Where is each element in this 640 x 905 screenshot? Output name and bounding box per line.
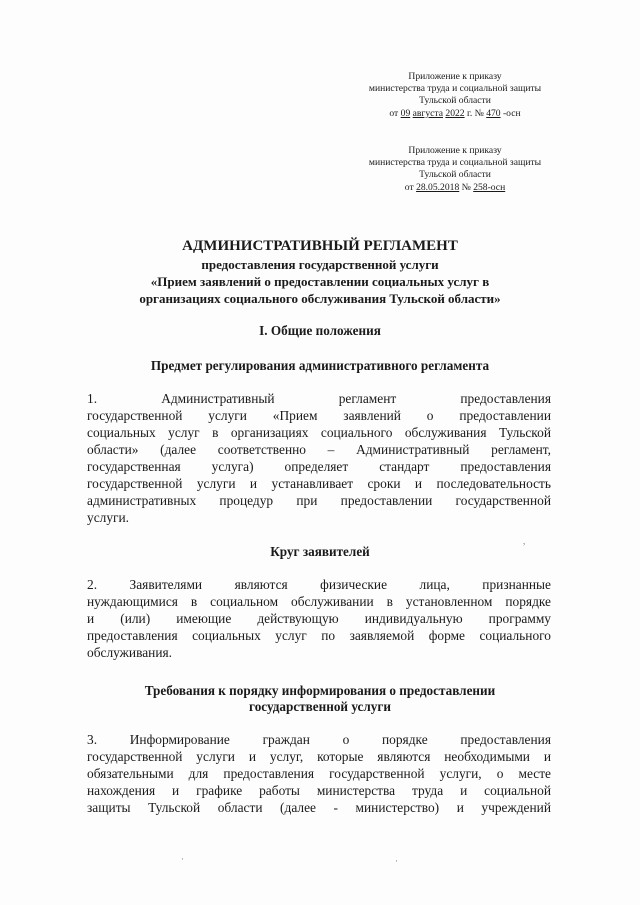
paragraph-1-line: государственной услуги и устанавливает сроки и последовательность (87, 476, 551, 491)
paragraph-3-line: обязательными для предоставления государственной услуги, о месте (87, 766, 551, 781)
requirements-heading-line: государственной услуги (249, 699, 391, 714)
scan-speck: · (395, 856, 398, 866)
scan-speck: , (523, 536, 526, 546)
subject-heading: Предмет регулирования административного регламента (150, 358, 490, 373)
annex-current-year: 2022 (445, 107, 465, 119)
paragraph-1-line: области» (далее соответственно – Административный регламент, (87, 442, 551, 457)
annex-current-month: августа (412, 107, 443, 119)
document-subtitle-line: предоставления государственной услуги (201, 257, 439, 272)
paragraph-2-line: обслуживания. (87, 645, 172, 660)
annex-previous-date-line: от 28.05.2018 № 258-осн (404, 181, 506, 193)
paragraph-2-line: и (или) имеющие действующую индивидуальную программу (87, 611, 551, 626)
annex-previous-line3: Тульской области (419, 169, 491, 181)
paragraph-3-line: государственной услуги и услуг, которые являются необходимыми и (87, 749, 551, 764)
annex-previous-line2: министерства труда и социальной защиты (368, 157, 542, 169)
paragraph-1-line: государственная услуга) определяет стандарт предоставления (87, 459, 551, 474)
paragraph-1-line: 1. Административный регламент предоставления (87, 391, 551, 406)
paragraph-2-line: предоставления социальных услуг по заявляемой форме социального (87, 628, 551, 643)
section-heading: I. Общие положения (259, 323, 381, 338)
annex-current-date-line: от 09 августа 2022 г. № 470 -осн (389, 107, 521, 119)
paragraph-3-line: нахождения и графике работы министерства труда и социальной (87, 783, 551, 798)
annex-current-line3: Тульской области (419, 95, 491, 107)
paragraph-3-line: защиты Тульской области (далее - министерство) и учреждений (87, 800, 551, 815)
paragraph-1-line: административных процедур при предоставлении государственной (87, 493, 551, 508)
document-subtitle-line: организациях социального обслуживания Тульской области» (139, 291, 501, 306)
annex-previous-number: 258-осн (473, 181, 506, 193)
scan-speck: · (181, 854, 184, 864)
annex-current-number: 470 (486, 107, 501, 119)
requirements-heading-line: Требования к порядку информирования о предоставлении (144, 683, 496, 698)
annex-previous-order (320, 145, 590, 194)
paragraph-1-line: социальных услуг в организациях социального обслуживания Тульской (87, 425, 551, 440)
paragraph-1-line: государственной услуги «Прием заявлений о предоставлении (87, 408, 551, 423)
annex-current-line1: Приложение к приказу (408, 71, 502, 82)
annex-previous-line1: Приложение к приказу (408, 145, 502, 156)
paragraph-1-line: услуги. (87, 510, 130, 525)
paragraph-2-line: 2. Заявителями являются физические лица, признанные (87, 577, 551, 592)
paragraph-2-line: нуждающимися в социальном обслуживании в установленном порядке (87, 594, 551, 609)
annex-current-order (320, 71, 590, 120)
paragraph-3-line: 3. Информирование граждан о порядке предоставления (87, 732, 551, 747)
annex-current-day: 09 (400, 107, 411, 119)
document-subtitle-line: «Прием заявлений о предоставлении социальных услуг в (150, 274, 490, 289)
document-title: АДМИНИСТРАТИВНЫЙ РЕГЛАМЕНТ (182, 238, 458, 254)
applicants-heading: Круг заявителей (270, 544, 370, 559)
annex-current-line2: министерства труда и социальной защиты (368, 83, 542, 95)
annex-previous-date: 28.05.2018 (416, 181, 460, 193)
